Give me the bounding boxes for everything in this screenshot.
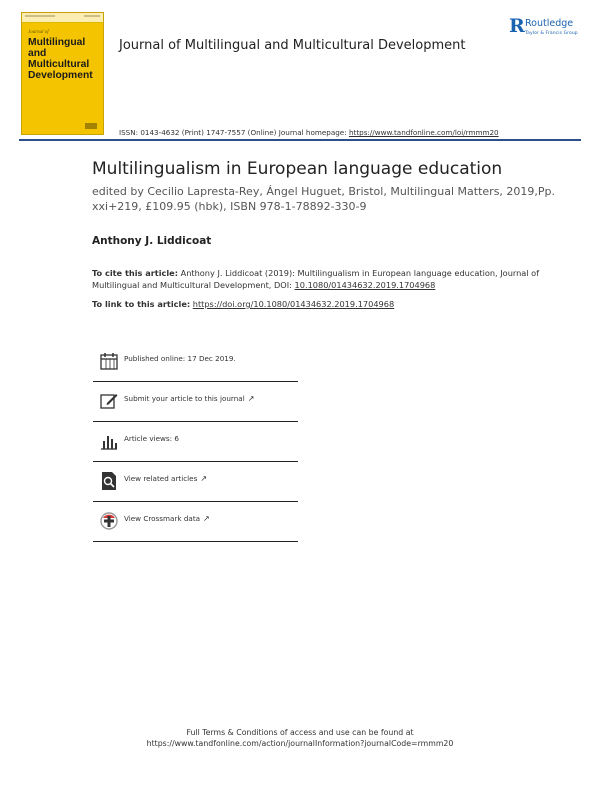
submit-label: Submit your article to this journal <box>124 394 245 403</box>
issn-line <box>119 128 499 137</box>
article-subtitle: edited by Cecilio Lapresta-Rey, Ángel Huguet, Bristol, Multilingual Matters, 2019,Pp. xxi+219, £109.95 (hbk), ISBN 978-1-78892-330-9 <box>92 185 556 213</box>
issn-text: ISSN: 0143-4632 (Print) 1747-7557 (Online) Journal homepage: <box>119 128 347 137</box>
external-link-icon: ↗ <box>200 474 208 483</box>
cover-header-strip <box>22 13 103 23</box>
article-link-line <box>92 299 394 309</box>
article-author: Anthony J. Liddicoat <box>92 235 212 247</box>
submit-row[interactable] <box>93 382 298 422</box>
link-label: To link to this article: <box>92 299 191 309</box>
edit-icon <box>99 391 119 411</box>
crossmark-row[interactable] <box>93 502 298 542</box>
search-document-icon <box>99 471 119 491</box>
header-divider <box>19 139 581 141</box>
journal-homepage-link[interactable]: https://www.tandfonline.com/loi/rmmm20 <box>348 128 499 137</box>
crossmark-link[interactable] <box>124 514 210 523</box>
cover-publisher-logo <box>85 123 97 129</box>
article-title: Multilingualism in European language education <box>92 159 503 179</box>
routledge-r-icon: R <box>509 15 525 37</box>
article-views: Article views: 6 <box>124 434 179 443</box>
article-doi-url[interactable]: https://doi.org/10.1080/01434632.2019.1704968 <box>192 299 395 309</box>
citation-block <box>92 268 552 291</box>
views-row <box>93 422 298 462</box>
crossmark-label: View Crossmark data <box>124 514 201 523</box>
footer-url[interactable]: https://www.tandfonline.com/action/journalInformation?journalCode=rmmm20 <box>146 739 454 748</box>
cite-label: To cite this article: <box>92 268 178 278</box>
published-date: Published online: 17 Dec 2019. <box>124 354 236 363</box>
bar-chart-icon <box>99 431 119 451</box>
related-articles-link[interactable] <box>124 474 207 483</box>
submit-article-link[interactable] <box>124 394 254 403</box>
article-info-panel <box>93 342 298 542</box>
publisher-tagline: Taylor & Francis Group <box>525 31 578 36</box>
external-link-icon: ↗ <box>247 394 255 403</box>
related-label: View related articles <box>124 474 198 483</box>
published-row <box>93 342 298 382</box>
journal-title: Journal of Multilingual and Multicultural Development <box>119 38 466 53</box>
cover-small-text: Journal of <box>28 30 49 35</box>
related-row[interactable] <box>93 462 298 502</box>
external-link-icon: ↗ <box>203 514 210 523</box>
footer <box>100 727 500 749</box>
calendar-icon <box>99 351 119 371</box>
publisher-logo <box>509 15 595 45</box>
doi-link[interactable]: 10.1080/01434632.2019.1704968 <box>294 279 436 290</box>
publisher-name: Routledge <box>525 18 574 29</box>
journal-cover <box>21 12 104 135</box>
footer-terms: Full Terms & Conditions of access and use can be found at <box>186 728 414 737</box>
cite-text: Anthony J. Liddicoat (2019): Multilingualism in European language education, Journal of Multilingual and Multicultural Development, DOI: <box>92 268 540 290</box>
crossmark-icon <box>99 511 119 531</box>
cover-title: Multilingual and Multicultural Development <box>28 37 93 81</box>
